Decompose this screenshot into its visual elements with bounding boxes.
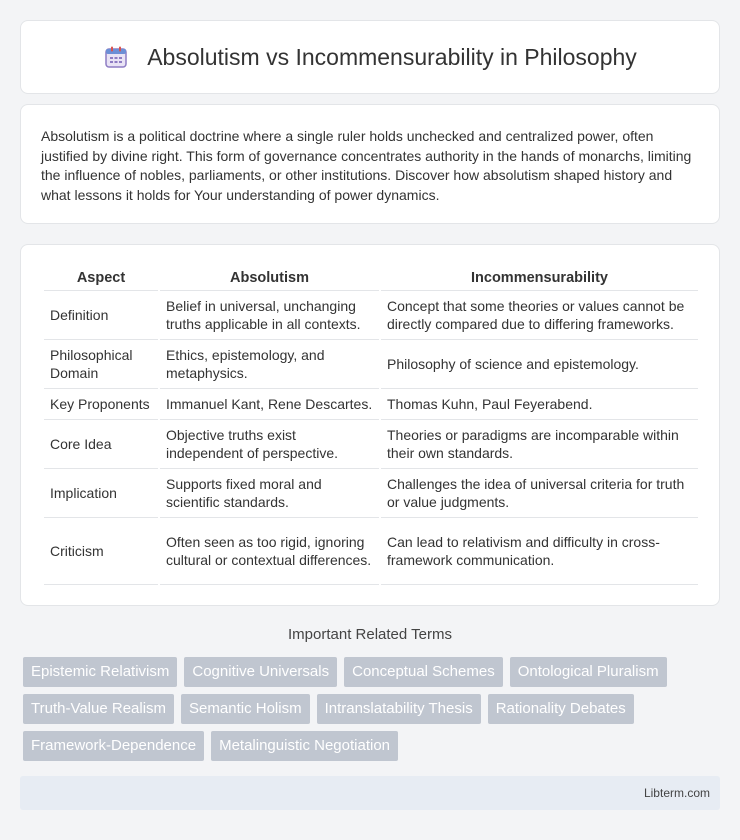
- cell-incommensurability: Concept that some theories or values cannot be directly compared due to differing frameworks.: [381, 291, 698, 340]
- comparison-table-card: [20, 244, 720, 606]
- intro-card: [20, 104, 720, 224]
- header-incommensurability: Incommensurability: [381, 267, 698, 291]
- cell-aspect: Philosophical Domain: [44, 340, 158, 389]
- tag-intranslatability-thesis[interactable]: Intranslatability Thesis: [317, 694, 481, 724]
- tag-metalinguistic-negotiation[interactable]: Metalinguistic Negotiation: [211, 731, 398, 761]
- table-row: [44, 518, 698, 585]
- cell-aspect: Definition: [44, 291, 158, 340]
- cell-absolutism: Supports fixed moral and scientific standards.: [160, 469, 379, 518]
- cell-absolutism: Ethics, epistemology, and metaphysics.: [160, 340, 379, 389]
- cell-incommensurability: Thomas Kuhn, Paul Feyerabend.: [381, 389, 698, 420]
- tag-cognitive-universals[interactable]: Cognitive Universals: [184, 657, 337, 687]
- cell-absolutism: Immanuel Kant, Rene Descartes.: [160, 389, 379, 420]
- calendar-icon: [103, 44, 129, 70]
- related-terms-list: [23, 657, 723, 761]
- tag-epistemic-relativism[interactable]: Epistemic Relativism: [23, 657, 177, 687]
- page-title: Absolutism vs Incommensurability in Philosophy: [147, 43, 637, 70]
- header-card: [20, 20, 720, 94]
- footer-site-link[interactable]: Libterm.com: [643, 786, 710, 800]
- cell-incommensurability: Can lead to relativism and difficulty in cross-framework communication.: [381, 518, 698, 585]
- cell-incommensurability: Philosophy of science and epistemology.: [381, 340, 698, 389]
- table-row: [44, 469, 698, 518]
- cell-absolutism: Belief in universal, unchanging truths applicable in all contexts.: [160, 291, 379, 340]
- tag-truth-value-realism[interactable]: Truth-Value Realism: [23, 694, 174, 724]
- table-row: [44, 389, 698, 420]
- table-row: [44, 291, 698, 340]
- footer: [20, 776, 720, 810]
- intro-text: Absolutism is a political doctrine where a single ruler holds unchecked and centralized power, often justified by divine right. This form of governance concentrates authority in the hands of monarchs, limiting the influence of nobles, parliaments, or other institutions. Discover how absolutism shaped history and what lessons it holds for Your understanding of power dynamics.: [41, 128, 692, 203]
- cell-aspect: Key Proponents: [44, 389, 158, 420]
- cell-incommensurability: Theories or paradigms are incomparable within their own standards.: [381, 420, 698, 469]
- cell-aspect: Core Idea: [44, 420, 158, 469]
- cell-aspect: Implication: [44, 469, 158, 518]
- table-row: [44, 420, 698, 469]
- cell-absolutism: Often seen as too rigid, ignoring cultural or contextual differences.: [160, 518, 379, 585]
- related-terms-title: Important Related Terms: [288, 626, 452, 643]
- cell-aspect: Criticism: [44, 518, 158, 585]
- header-absolutism: Absolutism: [160, 267, 379, 291]
- title-wrap: [103, 44, 637, 71]
- tag-framework-dependence[interactable]: Framework-Dependence: [23, 731, 204, 761]
- tag-semantic-holism[interactable]: Semantic Holism: [181, 694, 310, 724]
- tag-rationality-debates[interactable]: Rationality Debates: [488, 694, 634, 724]
- table-header-row: [44, 267, 698, 291]
- tag-ontological-pluralism[interactable]: Ontological Pluralism: [510, 657, 667, 687]
- header-aspect: Aspect: [44, 267, 158, 291]
- tag-conceptual-schemes[interactable]: Conceptual Schemes: [344, 657, 503, 687]
- comparison-table: [42, 267, 700, 585]
- cell-absolutism: Objective truths exist independent of perspective.: [160, 420, 379, 469]
- table-row: [44, 340, 698, 389]
- cell-incommensurability: Challenges the idea of universal criteria for truth or value judgments.: [381, 469, 698, 518]
